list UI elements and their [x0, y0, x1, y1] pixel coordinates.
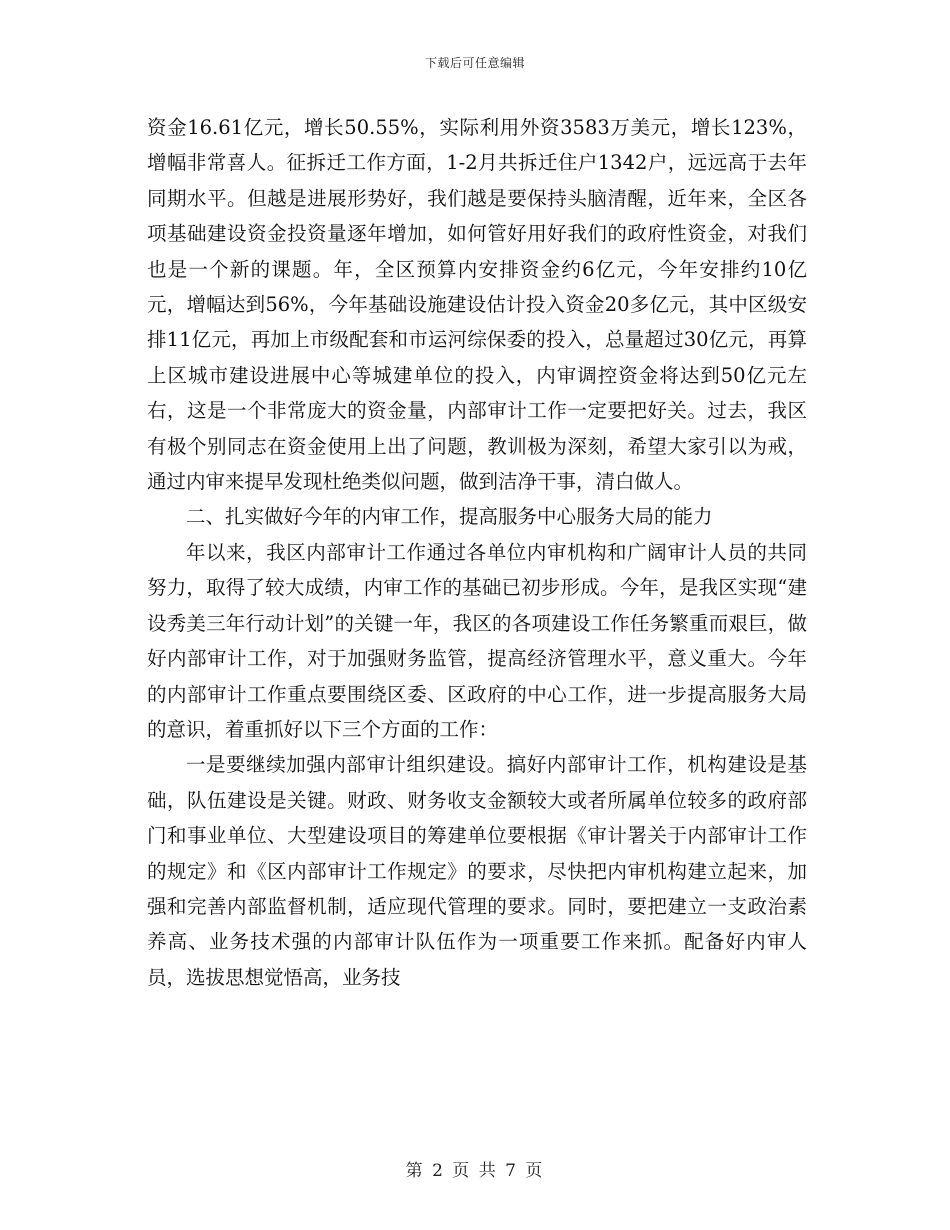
document-body	[147, 110, 807, 995]
section-heading: 二、扎实做好今年的内审工作，提高服务中心服务大局的能力	[186, 505, 713, 529]
paragraph: 年以来，我区内部审计工作通过各单位内审机构和广阔审计人员的共同努力，取得了较大成绩，内审工作的基础已初步形成。今年，是我区实现“建设秀美三年行动计划”的关键一年，我区的各项建设工作任务繁重而艰巨，做好内部审计工作，对于加强财务监管，提高经济管理水平，意义重大。今年的内部审计工作重点要围绕区委、区政府的中心工作，进一步提高服务大局的意识，着重抓好以下三个方面的工作：	[147, 540, 807, 741]
paragraph: 一是要继续加强内部审计组织建设。搞好内部审计工作，机构建设是基础，队伍建设是关键。财政、财务收支金额较大或者所属单位较多的政府部门和事业单位、大型建设项目的筹建单位要根据《审计署关于内部审计工作的规定》和《区内部审计工作规定》的要求，尽快把内审机构建立起来，加强和完善内部监督机制，适应现代管理的要求。同时，要把建立一支政治素养高、业务技术强的内部审计队伍作为一项重要工作来抓。配备好内审人员，选拔思想觉悟高，业务技	[147, 753, 807, 989]
page-number-footer: 第 2 页 共 7 页	[405, 1161, 545, 1181]
paragraph-continuation: 资金16.61亿元，增长50.55%，实际利用外资3583万美元，增长123%，增幅非常喜人。征拆迁工作方面，1-2月共拆迁住户1342户，远远高于去年同期水平。但越是进展形势好，我们越是要保持头脑清醒，近年来，全区各项基础建设资金投资量逐年增加，如何管好用好我们的政府性资金，对我们也是一个新的课题。年，全区预算内安排资金约6亿元，今年安排约10亿元，增幅达到56%，今年基础设施建设估计投入资金20多亿元，其中区级安排11亿元，再加上市级配套和市运河综保委的投入，总量超过30亿元，再算上区城市建设进展中心等城建单位的投入，内审调控资金将达到50亿元左右，这是一个非常庞大的资金量，内部审计工作一定要把好关。过去，我区有极个别同志在资金使用上出了问题，教训极为深刻，希望大家引以为戒，通过内审来提早发现杜绝类似问题，做到洁净干事，清白做人。	[147, 116, 807, 494]
page-header: 下载后可任意编辑	[424, 56, 525, 70]
